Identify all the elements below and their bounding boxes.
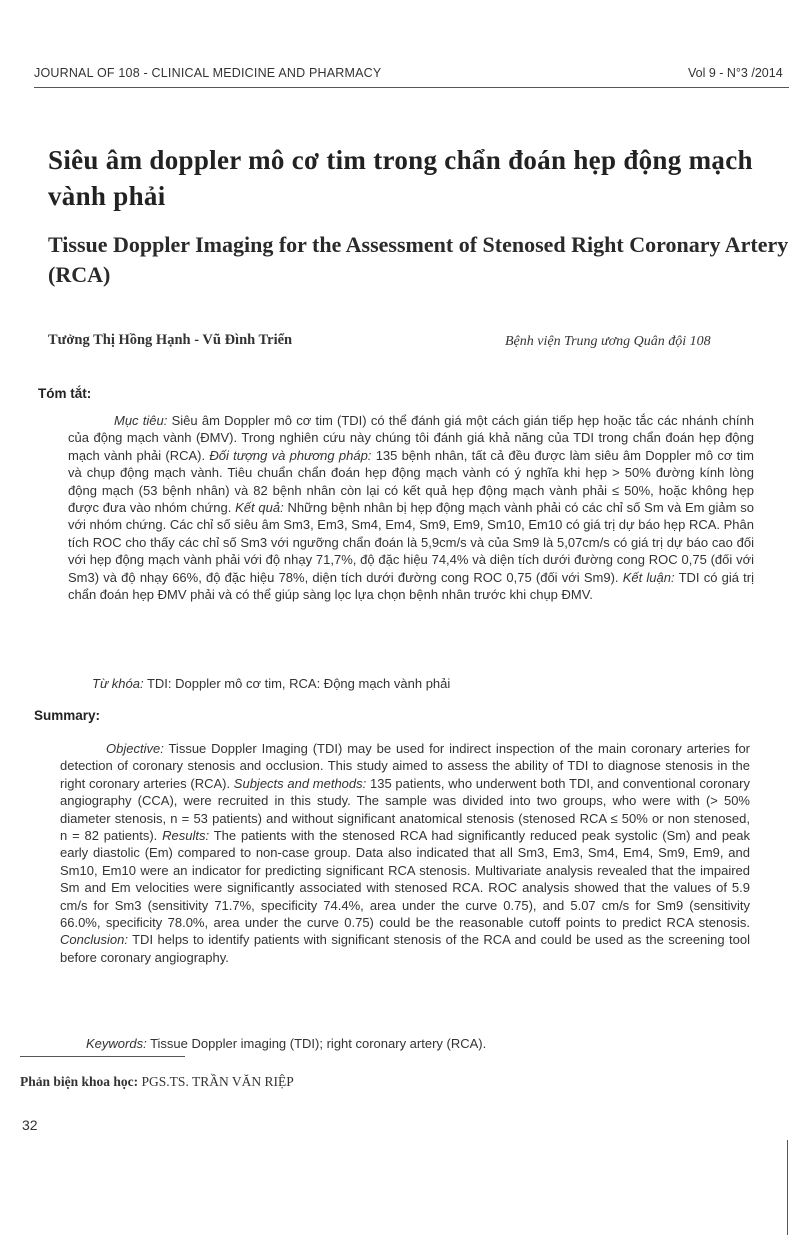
title-english: Tissue Doppler Imaging for the Assessment of Stenosed Right Coronary Artery (RCA) [48,232,789,287]
objective-en-label: Objective: [106,741,164,756]
keywords-en-label: Keywords: [86,1036,147,1051]
abstract-vi-heading: Tóm tắt: [38,386,92,401]
title-vietnamese: Siêu âm doppler mô cơ tim trong chẩn đoán hẹp động mạch vành phải [48,145,753,211]
abstract-en-body [60,740,750,966]
conclusion-en-label: Conclusion: [60,932,128,948]
keywords-en [86,1036,486,1051]
objective-label: Mục tiêu: [114,413,168,428]
methods-en-label: Subjects and methods: [233,775,367,791]
header-divider [34,87,789,88]
authors: Tưởng Thị Hồng Hạnh - Vũ Đình Triển [48,332,293,348]
margin-line [787,1140,788,1235]
results-text: Những bệnh nhân bị hẹp động mạch vành phải có các chỉ số Sm và Em giảm so với nhóm chứng. Các chỉ số siêu âm Sm3, Em3, Sm4, Em4, Sm9, Em9, Sm10, Em10 có giá trị dự báo hẹp RCA. Phân tích ROC cho thấy các chỉ số Sm3 với ngưỡng chẩn đoán là 5,9cm/s và của Sm9 là 5,07cm/s có giá trị dự báo cao đối với hẹp động mạch vành phải với độ nhạy 71,7%, độ đặc hiệu 74,4% và diện tích dưới đường cong ROC 0,75 (đối với Sm3) và độ nhạy 66%, độ đặc hiệu 78%, diện tích dưới đường cong ROC 0,75 (đối với Sm9). [68,500,754,585]
methods-label: Đối tượng và phương pháp: [209,447,372,463]
reviewer-label: Phản biện khoa học: [20,1074,139,1089]
conclusion-label: Kết luận: [622,569,675,585]
affiliation: Bệnh viện Trung ương Quân đội 108 [505,334,711,349]
results-en-label: Results: [162,828,210,844]
summary-heading: Summary: [34,708,101,723]
keywords-en-text: Tissue Doppler imaging (TDI); right coronary artery (RCA). [146,1036,487,1051]
page-number: 32 [22,1117,38,1133]
keywords-vi-text: TDI: Doppler mô cơ tim, RCA: Động mạch vành phải [143,676,451,691]
methods-text: 135 bệnh nhân, tất cả đều được làm siêu âm Doppler mô cơ tim và chụp động mạch vành. Tiêu chuẩn chẩn đoán hẹp động mạch vành có ý nghĩa khi hẹp > 50% đường kính lòng động mạch (53 bệnh nhân) và 82 bệnh nhân còn lại có kết quả hẹp động mạch vành phải ≤ 50%, hoặc không hẹp được đưa vào nhóm chứng. [68,447,754,516]
reviewer-name: PGS.TS. TRẦN VĂN RIỆP [138,1074,294,1089]
objective-en-text: Tissue Doppler Imaging (TDI) may be used for indirect inspection of the main coronary arteries for detection of coronary stenosis and occlusion. This study aimed to assess the ability of TDI to diagnose stenosis in the right coronary arteries (RCA). [60,741,750,791]
issue-label: Vol 9 - N°3 /2014 [688,66,783,80]
keywords-vi-label: Từ khóa: [92,676,144,691]
results-en-text: The patients with the stenosed RCA had significantly reduced peak systolic (Sm) and peak early diastolic (Em) compared to non-case group. Data also indicated that all Sm3, Em3, Sm4, Em4, Sm9, Em9, and Sm10, Em10 were an indicator for predicting significant RCA stenosis. Multivariate analysis revealed that the impaired Sm and Em velocities were significantly associated with stenosed RCA. ROC analysis showed that the values of 5.9 cm/s for Sm3 (sensitivity 71.7%, specificity 74.4%, area under the curve 0.75), and 5.07 cm/s for Sm9 (sensitivity 66.0%, specificity 78.0%, area under the curve 0.75) could be the reasonable cutoff points to predict RCA stenosis. [60,828,751,931]
conclusion-en-text: TDI helps to identify patients with significant stenosis of the RCA and could be used as the screening tool before coronary angiography. [60,932,750,965]
objective-text: Siêu âm Doppler mô cơ tim (TDI) có thể đánh giá một cách gián tiếp hẹp hoặc tắc các nhánh chính của động mạch vành (ĐMV). Trong nghiên cứu này chúng tôi đánh giá khả năng của TDI trong chẩn đoán hẹp động mạch vành phải (RCA). [68,413,755,463]
reviewer-note [20,1074,294,1090]
keywords-vi [92,676,450,691]
methods-en-text: 135 patients, who underwent both TDI, and conventional coronary angiography (CCA), were recruited in this study. The sample was divided into two groups, who were with (> 50% diameter stenosis, n = 53 patients) and without significant anatomical stenosis (stenosed RCA ≤ 50% or non stenosed, n = 82 patients). [60,775,750,844]
conclusion-text: TDI có giá trị chẩn đoán hẹp ĐMV phải và có thể giúp sàng lọc lựa chọn bệnh nhân trước khi chụp ĐMV. [68,569,754,603]
journal-header: JOURNAL OF 108 - CLINICAL MEDICINE AND PHARMACY [34,66,382,80]
abstract-vi-body [68,412,754,603]
footnote-divider [20,1056,185,1057]
results-label: Kết quả: [235,500,284,516]
